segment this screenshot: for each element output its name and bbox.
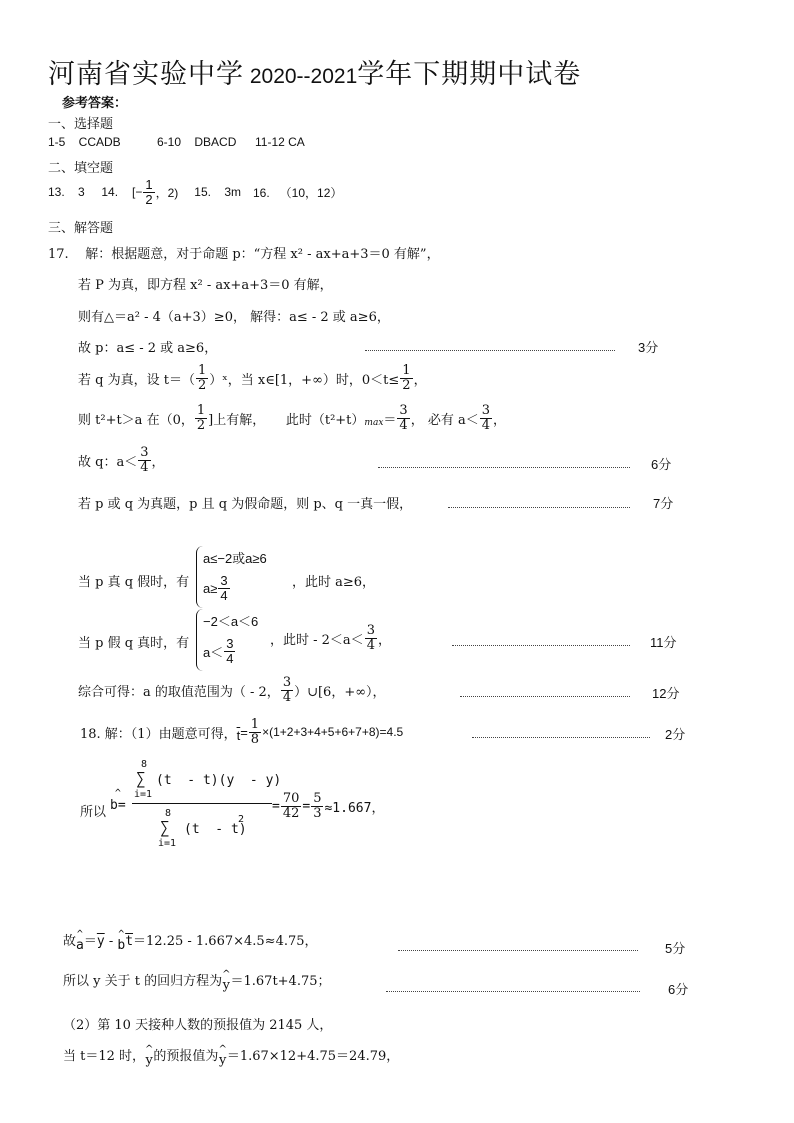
- fraction-denominator: 4: [366, 637, 375, 653]
- fraction-denominator: 3: [313, 805, 322, 821]
- fraction-denominator: 4: [220, 587, 228, 603]
- q17-line6-e: ，: [493, 412, 507, 428]
- q17-line4: 故 p：a≤ - 2 或 a≥6，: [78, 341, 218, 356]
- denominator-power: 2: [238, 814, 245, 825]
- dotted-leader: [386, 991, 640, 992]
- fraction-numerator: 3: [399, 403, 408, 418]
- fraction-numerator: 3: [226, 636, 234, 651]
- answer-heading: 参考答案：: [62, 95, 128, 110]
- case1-condition2: [203, 574, 231, 602]
- y-hat: ^ y: [222, 969, 231, 993]
- case-brace: [196, 609, 203, 671]
- fraction-denominator: 4: [282, 689, 292, 705]
- t-bar-symbol: $\overline{t}$: [125, 934, 134, 949]
- fraction-numerator: 70: [282, 791, 300, 806]
- q17-line7-a: 故 q：a＜: [78, 454, 138, 470]
- solve-heading: 三、解答题: [48, 220, 114, 235]
- dotted-leader: [378, 467, 630, 468]
- fraction-denominator: 4: [481, 417, 490, 433]
- q17-line10-c: ，: [377, 632, 391, 648]
- q17-line5-c: ，: [413, 372, 427, 388]
- fraction-denominator: 4: [226, 650, 234, 666]
- q17-line6-fraction1: [195, 404, 207, 432]
- equals-sign: =: [272, 798, 280, 814]
- score-6b: 6分: [668, 982, 689, 997]
- q17-line9-result: ，此时 a≥6，: [292, 575, 376, 590]
- formula-denominator: [132, 804, 272, 852]
- q18-line4-a: 所以 y 关于 t 的回归方程为: [63, 974, 223, 989]
- q18-line3-b: ＝: [83, 934, 97, 949]
- q18-line1-c: ×(1+2+3+4+5+6+7+8)=4.5: [262, 725, 404, 740]
- case2-condition2-a: a＜: [203, 644, 224, 660]
- formula-numerator: [132, 759, 282, 804]
- case2-condition2: [203, 637, 236, 665]
- title-school: 河南省实验中学: [48, 59, 244, 90]
- sum-upper: 8: [141, 759, 148, 770]
- fill-q14-post: ，2): [155, 185, 179, 200]
- fraction-numerator: 3: [220, 573, 228, 588]
- fill-answer-13-14: [48, 178, 342, 206]
- case1-condition1: a≤−2或a≥6: [203, 551, 267, 566]
- fraction-70-42: [281, 792, 302, 820]
- case-brace: [196, 546, 203, 608]
- fraction-denominator: 2: [196, 417, 206, 433]
- fraction-numerator: 1: [197, 363, 207, 378]
- fill-q13: 13. 3 14.: [48, 185, 119, 200]
- title-exam: 学年下期期中试卷: [357, 59, 582, 90]
- fill-heading: 二、填空题: [48, 160, 114, 175]
- q18-line6: [63, 1043, 400, 1068]
- q18-line1: [80, 718, 406, 746]
- case1-fraction: [218, 574, 229, 602]
- y-symbol: y: [218, 1053, 227, 1068]
- case1-condition2-a: a≥: [203, 580, 218, 596]
- q17-line10-result: [270, 624, 391, 652]
- fraction-numerator: 3: [140, 445, 149, 460]
- q17-line6-c: ＝: [383, 412, 397, 428]
- y-hat: ^ y: [145, 1044, 154, 1068]
- equals-sign: =: [117, 798, 126, 813]
- sum-symbol: ∑: [136, 769, 146, 788]
- q18-line6-a: 当 t＝12 时，: [63, 1049, 146, 1064]
- q17-line10-fraction: [365, 624, 377, 652]
- choice-answers-1: 1-5 CCADB: [48, 135, 121, 149]
- q17-line6-a: 则 t²+t＞a 在（0，: [78, 412, 194, 428]
- q18-line5: （2）第 10 天接种人数的预报值为 2145 人，: [63, 1018, 333, 1033]
- case2-condition1: −2＜a＜6: [203, 614, 259, 629]
- q17-line9-label: 当 p 真 q 假时，有: [78, 575, 190, 590]
- b-symbol: b: [117, 938, 126, 953]
- fraction-numerator: 3: [481, 403, 490, 418]
- fraction-numerator: 1: [196, 403, 206, 418]
- fraction-denominator: 2: [145, 191, 153, 207]
- fraction-denominator: 4: [140, 459, 149, 475]
- y-symbol: y: [222, 978, 230, 993]
- dotted-leader: [460, 696, 630, 697]
- q17-line6-sub: max: [364, 418, 384, 429]
- q17-line7-fraction: [138, 446, 150, 474]
- fraction-numerator: 1: [402, 363, 411, 378]
- numerator-expression: (t - t)(y - y): [156, 773, 282, 788]
- q18-line6-c: ＝1.67×12+4.75＝24.79，: [226, 1049, 400, 1064]
- case2-fraction: [224, 637, 235, 665]
- q17-line11-a: 综合可得：a 的取值范围为（ - 2，: [78, 684, 280, 700]
- q18-line2-result: [272, 792, 384, 820]
- approx-value: ≈1.667，: [324, 800, 385, 816]
- fraction-numerator: 5: [313, 791, 322, 806]
- fraction-denominator: 4: [399, 417, 408, 433]
- q17-line2: 若 P 为真，即方程 x² - ax+a+3＝0 有解，: [78, 278, 333, 293]
- fraction-denominator: 8: [250, 731, 260, 747]
- q17-line7: [78, 446, 165, 474]
- y-bar-symbol: $\overline{y}$: [96, 934, 105, 949]
- fraction-denominator: 2: [197, 377, 207, 393]
- b-symbol: b: [110, 798, 118, 813]
- q18-line3-d: ＝12.25 - 1.667×4.5≈4.75，: [133, 934, 318, 949]
- q17-line6: [78, 404, 506, 432]
- q18-line3: [63, 928, 318, 953]
- q17-line7-b: ，: [151, 454, 165, 470]
- equals-sign: =: [302, 798, 311, 814]
- q18-line3-a: 故: [63, 934, 77, 949]
- q18-line2-label: 所以: [80, 805, 107, 820]
- fill-q15: 15. 3m: [194, 185, 241, 200]
- q17-line6-fraction3: [480, 404, 492, 432]
- b-hat-small: ^ b: [117, 929, 126, 953]
- b-hat: ^ b=: [110, 788, 126, 813]
- q17-line6-b: ]上有解， 此时（t²+t）: [208, 412, 365, 428]
- y-hat: ^ y: [218, 1044, 227, 1068]
- score-2: 2分: [665, 727, 686, 742]
- denominator-expression: (t - t): [184, 822, 247, 837]
- q17-line11-fraction: [281, 676, 293, 704]
- sum-lower: i=1: [158, 838, 177, 849]
- q18-line3-c: -: [104, 934, 118, 949]
- q17-line6-fraction2: [397, 404, 409, 432]
- q17-line5-b: ）ˣ，当 x∈[1，+∞）时，0＜t≤: [209, 372, 400, 388]
- sum-symbol: ∑: [160, 818, 170, 837]
- fill-q14-fraction: [143, 178, 154, 206]
- choice-answers-3: 11-12 CA: [255, 135, 305, 149]
- fraction-denominator: 42: [282, 805, 300, 821]
- fraction-numerator: 3: [282, 675, 292, 690]
- sum-lower: i=1: [134, 789, 153, 800]
- fraction-numerator: 1: [250, 717, 260, 732]
- page-title: [48, 52, 581, 91]
- q17-line6-d: ， 必有 a＜: [410, 412, 479, 428]
- q18-line4: [63, 968, 331, 993]
- choice-heading: 一、选择题: [48, 116, 114, 131]
- q17-line10-b: ，此时 - 2＜a＜: [270, 632, 364, 648]
- q17-line5: [78, 364, 427, 392]
- q17-line5-a: 若 q 为真，设 t＝（: [78, 372, 195, 388]
- dotted-leader: [448, 507, 630, 508]
- score-11: 11分: [650, 635, 677, 650]
- fraction-numerator: 3: [366, 623, 375, 638]
- q17-line1: 17. 解：根据题意，对于命题 p：“方程 x² - ax+a+3＝0 有解”，: [48, 247, 440, 262]
- t-bar-symbol: $\overline{t}$: [236, 727, 241, 743]
- fraction-numerator: 1: [145, 177, 153, 192]
- q18-line4-b: ＝1.67t+4.75；: [230, 974, 331, 989]
- fill-q16: 16. （10，12）: [252, 185, 343, 200]
- choice-answers-2: 6-10 DBACD: [157, 135, 237, 149]
- q18-line6-b: 的预报值为: [153, 1049, 219, 1064]
- q17-line8: 若 p 或 q 为真题，p 且 q 为假命题，则 p、q 一真一假，: [78, 497, 413, 512]
- b-formula-fraction: [132, 759, 282, 852]
- score-7: 7分: [653, 496, 674, 511]
- dotted-leader: [452, 645, 630, 646]
- fraction-5-3: [311, 792, 323, 820]
- dotted-leader: [398, 950, 638, 951]
- score-3: 3分: [638, 340, 659, 355]
- fill-q14-pre: [−: [132, 185, 143, 200]
- q17-line11: [78, 676, 386, 704]
- dotted-leader: [472, 737, 650, 738]
- q17-line11-b: ）∪[6，+∞），: [294, 684, 386, 700]
- a-hat: ^ a: [76, 929, 84, 953]
- q17-line10-label: 当 p 假 q 真时，有: [78, 636, 190, 651]
- q18-line1-fraction: [249, 718, 261, 746]
- q18-line1-a: 18. 解：（1）由题意可得，: [80, 726, 237, 742]
- sum-upper: 8: [165, 808, 172, 819]
- score-12: 12分: [652, 686, 680, 701]
- q17-line5-fraction2: [400, 364, 412, 392]
- a-symbol: a: [76, 938, 84, 953]
- title-year: 2020--2021: [244, 65, 358, 88]
- q17-line3: 则有△＝a² - 4（a+3）≥0， 解得：a≤ - 2 或 a≥6，: [78, 310, 390, 325]
- score-6: 6分: [651, 457, 672, 472]
- q18-line1-b: =: [240, 724, 248, 740]
- q17-line5-fraction: [196, 364, 208, 392]
- dotted-leader: [365, 350, 615, 351]
- y-symbol: y: [145, 1053, 153, 1068]
- score-5: 5分: [665, 941, 686, 956]
- fraction-denominator: 2: [402, 377, 411, 393]
